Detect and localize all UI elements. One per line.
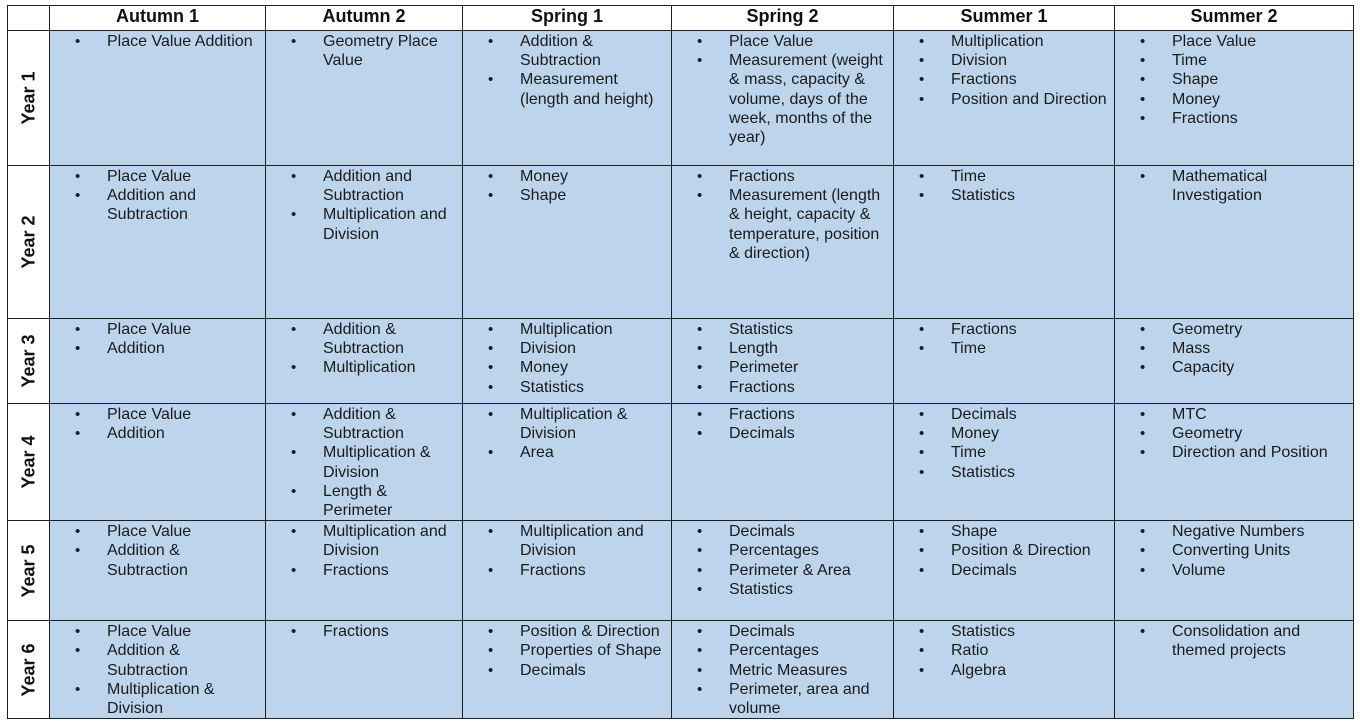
topic-item: • Addition xyxy=(50,424,265,443)
corner-cell xyxy=(8,6,50,31)
column-header-spring-1: Spring 1 xyxy=(463,6,672,31)
row-header xyxy=(8,404,50,521)
topic-item: • Geometry xyxy=(1115,320,1353,339)
plan-cell xyxy=(463,521,672,621)
plan-cell xyxy=(1115,166,1354,319)
topic-item: • Addition & Subtraction xyxy=(50,541,265,579)
topic-list xyxy=(894,404,1114,482)
row-header xyxy=(8,166,50,319)
topic-item: • Ratio xyxy=(894,641,1114,660)
topic-item: • Money xyxy=(463,167,671,186)
topic-item: • Statistics xyxy=(894,186,1114,205)
topic-item: • Geometry xyxy=(1115,424,1353,443)
row-header xyxy=(8,319,50,404)
topic-item: • Measurement (length & height, capacity & temperature, position & direction) xyxy=(672,186,893,263)
plan-cell xyxy=(50,319,266,404)
row-header-label: Year 2 xyxy=(18,215,38,269)
plan-cell xyxy=(266,31,463,166)
topic-item: • Multiplication & Division xyxy=(463,405,671,443)
plan-cell xyxy=(1115,319,1354,404)
topic-list xyxy=(463,404,671,463)
topic-list xyxy=(894,621,1114,680)
topic-list xyxy=(672,621,893,718)
topic-item: • Multiplication xyxy=(463,320,671,339)
topic-list xyxy=(463,621,671,680)
topic-item: • Money xyxy=(1115,90,1353,109)
topic-item: • Shape xyxy=(894,522,1114,541)
plan-cell xyxy=(50,166,266,319)
topic-list xyxy=(1115,319,1353,378)
plan-cell xyxy=(50,521,266,621)
topic-list xyxy=(463,166,671,205)
topic-item: • Area xyxy=(463,443,671,462)
topic-list xyxy=(266,621,462,641)
topic-item: • Measurement (weight & mass, capacity & volume, days of the week, months of the year) xyxy=(672,51,893,147)
plan-cell xyxy=(266,319,463,404)
topic-list xyxy=(1115,404,1353,463)
topic-list xyxy=(266,31,462,70)
topic-list xyxy=(50,404,265,443)
plan-cell xyxy=(266,166,463,319)
table-row xyxy=(8,31,1354,166)
topic-item: • Position & Direction xyxy=(463,622,671,641)
plan-cell xyxy=(463,166,672,319)
header-row xyxy=(8,6,1354,31)
topic-list xyxy=(894,166,1114,205)
topic-item: • Fractions xyxy=(672,167,893,186)
topic-item: • Consolidation and themed projects xyxy=(1115,622,1353,660)
topic-item: • Division xyxy=(463,339,671,358)
plan-cell xyxy=(672,404,894,521)
column-header-autumn-2: Autumn 2 xyxy=(266,6,463,31)
plan-cell xyxy=(672,319,894,404)
topic-list xyxy=(266,404,462,520)
plan-cell xyxy=(463,319,672,404)
curriculum-table xyxy=(7,5,1354,719)
topic-item: • Mathematical Investigation xyxy=(1115,167,1353,205)
topic-list xyxy=(672,31,893,147)
plan-cell xyxy=(50,31,266,166)
topic-item: • Fractions xyxy=(672,378,893,397)
topic-item: • Decimals xyxy=(672,424,893,443)
topic-item: • Statistics xyxy=(894,622,1114,641)
topic-item: • Geometry Place Value xyxy=(266,32,462,70)
topic-item: • Time xyxy=(1115,51,1353,70)
topic-item: • Statistics xyxy=(672,320,893,339)
plan-cell xyxy=(50,621,266,719)
topic-list xyxy=(463,521,671,580)
topic-list xyxy=(266,319,462,378)
topic-list xyxy=(894,521,1114,580)
topic-item: • Direction and Position xyxy=(1115,443,1353,462)
plan-cell xyxy=(672,31,894,166)
topic-item: • Multiplication & Division xyxy=(266,443,462,481)
table-row xyxy=(8,521,1354,621)
topic-item: • Place Value Addition xyxy=(50,32,265,51)
topic-item: • Statistics xyxy=(894,463,1114,482)
topic-list xyxy=(1115,621,1353,660)
topic-item: • Time xyxy=(894,339,1114,358)
row-header-label: Year 6 xyxy=(18,643,38,697)
topic-item: • Multiplication xyxy=(266,358,462,377)
plan-cell xyxy=(894,621,1115,719)
topic-list xyxy=(1115,31,1353,128)
topic-item: • Place Value xyxy=(50,622,265,641)
topic-list xyxy=(1115,521,1353,580)
topic-item: • Fractions xyxy=(463,561,671,580)
column-header-summer-1: Summer 1 xyxy=(894,6,1115,31)
topic-list xyxy=(894,31,1114,109)
topic-list xyxy=(1115,166,1353,205)
topic-item: • Perimeter, area and volume xyxy=(672,680,893,718)
plan-cell xyxy=(266,521,463,621)
topic-item: • Length & Perimeter xyxy=(266,482,462,520)
topic-item: • MTC xyxy=(1115,405,1353,424)
topic-item: • Fractions xyxy=(266,622,462,641)
row-header xyxy=(8,621,50,719)
topic-item: • Algebra xyxy=(894,661,1114,680)
topic-list xyxy=(463,319,671,397)
topic-item: • Place Value xyxy=(50,522,265,541)
topic-item: • Fractions xyxy=(894,320,1114,339)
plan-cell xyxy=(894,521,1115,621)
topic-item: • Properties of Shape xyxy=(463,641,671,660)
plan-cell xyxy=(672,621,894,719)
topic-item: • Multiplication and Division xyxy=(266,205,462,243)
topic-item: • Place Value xyxy=(50,320,265,339)
plan-cell xyxy=(1115,31,1354,166)
plan-cell xyxy=(266,621,463,719)
plan-cell xyxy=(266,404,463,521)
topic-list xyxy=(672,404,893,443)
topic-item: • Fractions xyxy=(672,405,893,424)
topic-item: • Shape xyxy=(1115,70,1353,89)
topic-item: • Position & Direction xyxy=(894,541,1114,560)
topic-item: • Addition & Subtraction xyxy=(266,405,462,443)
topic-list xyxy=(672,166,893,263)
topic-item: • Place Value xyxy=(1115,32,1353,51)
topic-item: • Length xyxy=(672,339,893,358)
plan-cell xyxy=(1115,404,1354,521)
topic-list xyxy=(672,521,893,599)
topic-item: • Time xyxy=(894,167,1114,186)
topic-item: • Decimals xyxy=(894,405,1114,424)
topic-item: • Decimals xyxy=(672,622,893,641)
topic-list xyxy=(266,166,462,244)
table-row xyxy=(8,166,1354,319)
topic-item: • Multiplication and Division xyxy=(266,522,462,560)
topic-item: • Perimeter xyxy=(672,358,893,377)
topic-item: • Perimeter & Area xyxy=(672,561,893,580)
plan-cell xyxy=(1115,621,1354,719)
row-header xyxy=(8,521,50,621)
table-row xyxy=(8,404,1354,521)
topic-item: • Addition & Subtraction xyxy=(266,320,462,358)
topic-item: • Time xyxy=(894,443,1114,462)
row-header-label: Year 1 xyxy=(18,71,38,125)
topic-item: • Addition & Subtraction xyxy=(50,641,265,679)
topic-list xyxy=(50,621,265,718)
plan-cell xyxy=(463,31,672,166)
topic-list xyxy=(463,31,671,109)
topic-item: • Multiplication xyxy=(894,32,1114,51)
topic-item: • Addition xyxy=(50,339,265,358)
topic-item: • Statistics xyxy=(672,580,893,599)
topic-item: • Statistics xyxy=(463,378,671,397)
topic-list xyxy=(50,319,265,358)
plan-cell xyxy=(894,404,1115,521)
row-header-label: Year 4 xyxy=(18,435,38,489)
topic-item: • Position and Direction xyxy=(894,90,1114,109)
column-header-summer-2: Summer 2 xyxy=(1115,6,1354,31)
topic-item: • Decimals xyxy=(672,522,893,541)
topic-item: • Fractions xyxy=(266,561,462,580)
topic-list xyxy=(50,166,265,225)
topic-item: • Decimals xyxy=(463,661,671,680)
topic-item: • Measurement (length and height) xyxy=(463,70,671,108)
topic-item: • Addition & Subtraction xyxy=(463,32,671,70)
topic-item: • Percentages xyxy=(672,641,893,660)
topic-list xyxy=(50,31,265,51)
plan-cell xyxy=(463,621,672,719)
topic-item: • Multiplication & Division xyxy=(50,680,265,718)
plan-cell xyxy=(894,319,1115,404)
topic-item: • Addition and Subtraction xyxy=(266,167,462,205)
topic-item: • Division xyxy=(894,51,1114,70)
table-row xyxy=(8,319,1354,404)
topic-item: • Place Value xyxy=(50,167,265,186)
topic-item: • Fractions xyxy=(1115,109,1353,128)
topic-item: • Decimals xyxy=(894,561,1114,580)
plan-cell xyxy=(50,404,266,521)
topic-list xyxy=(894,319,1114,358)
topic-list xyxy=(672,319,893,397)
topic-item: • Negative Numbers xyxy=(1115,522,1353,541)
topic-item: • Place Value xyxy=(672,32,893,51)
row-header-label: Year 5 xyxy=(18,544,38,598)
topic-item: • Shape xyxy=(463,186,671,205)
topic-item: • Volume xyxy=(1115,561,1353,580)
topic-item: • Capacity xyxy=(1115,358,1353,377)
plan-cell xyxy=(463,404,672,521)
plan-cell xyxy=(672,521,894,621)
topic-list xyxy=(50,521,265,580)
topic-item: • Metric Measures xyxy=(672,661,893,680)
topic-item: • Place Value xyxy=(50,405,265,424)
topic-item: • Percentages xyxy=(672,541,893,560)
topic-item: • Addition and Subtraction xyxy=(50,186,265,224)
column-header-spring-2: Spring 2 xyxy=(672,6,894,31)
row-header xyxy=(8,31,50,166)
topic-item: • Converting Units xyxy=(1115,541,1353,560)
plan-cell xyxy=(894,31,1115,166)
row-header-label: Year 3 xyxy=(18,334,38,388)
topic-item: • Multiplication and Division xyxy=(463,522,671,560)
topic-list xyxy=(266,521,462,580)
topic-item: • Mass xyxy=(1115,339,1353,358)
table-row xyxy=(8,621,1354,719)
topic-item: • Money xyxy=(463,358,671,377)
topic-item: • Money xyxy=(894,424,1114,443)
column-header-autumn-1: Autumn 1 xyxy=(50,6,266,31)
plan-cell xyxy=(672,166,894,319)
topic-item: • Fractions xyxy=(894,70,1114,89)
plan-cell xyxy=(1115,521,1354,621)
plan-cell xyxy=(894,166,1115,319)
